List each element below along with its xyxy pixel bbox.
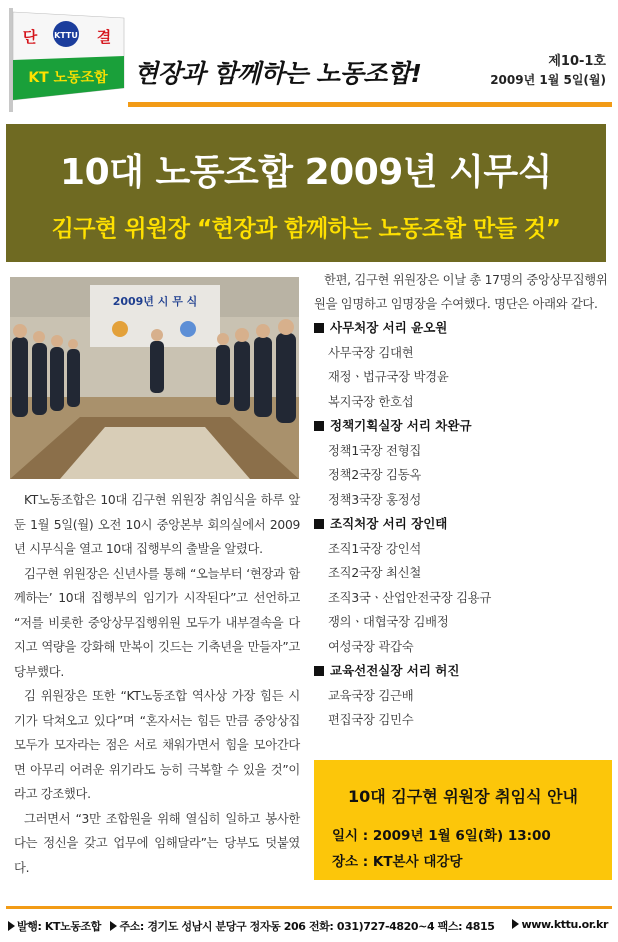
article-paragraph: KT노동조합은 10대 김구현 위원장 취임식을 하루 앞둔 1월 5일(월) 오전 10시 중앙본부 회의실에서 2009년 시무식을 열고 10대 집행부의 출발을 알렸다.	[14, 493, 300, 556]
article-paragraph: 김 위원장은 또한 “KT노동조합 역사상 가장 힘든 시기가 닥쳐오고 있다”며 “혼자서는 힘든 만큼 중앙상집 모두가 모자라는 점은 서로 채워가면서 힘을 모아간다면 아무리 어려운 위기라도 능히 극복할 수 있을 것”이라고 강조했다.	[14, 689, 300, 801]
appointment-group	[314, 512, 610, 659]
appointee: 정책2국장 김동옥	[328, 468, 422, 482]
footer-address: 주소: 경기도 성남시 분당구 정자동 206 전화: 031)727-4820~4 팩스: 4815	[119, 920, 495, 933]
square-bullet-icon	[314, 666, 324, 676]
article-paragraph: 그러면서 “3만 조합원을 위해 열심히 일하고 봉사한다는 정신을 갖고 업무에 임해달라”는 당부도 덧붙였다.	[14, 811, 300, 875]
footer-publisher: 발행: KT노동조합	[17, 920, 102, 933]
appointee: 쟁의ㆍ대협국장 김배정	[328, 615, 449, 629]
notice-title: 10대 김구현 위원장 취임식 안내	[347, 787, 579, 806]
flag-logo-text: KTTU	[54, 31, 78, 40]
group-head: 정책기획실장 서리 차완규	[314, 414, 610, 439]
flag-word-right: 결	[96, 28, 112, 46]
footer-divider	[6, 906, 612, 909]
flag-band-text: KT 노동조합	[28, 70, 108, 86]
appointee: 재정ㆍ법규국장 박경윤	[328, 370, 449, 384]
appointee: 사무국장 김대현	[328, 345, 414, 360]
appointment-intro: 한편, 김구현 위원장은 이날 총 17명의 중앙상무집행위원을 임명하고 임명장을 수여했다. 명단은 아래와 같다.	[314, 273, 608, 311]
group-head: 교육선전실장 서리 허진	[314, 659, 610, 684]
appointee: 복지국장 한호섭	[328, 394, 414, 409]
notice-place: 장소 : KT본사 대강당	[332, 854, 463, 870]
appointee: 조직2국장 최신철	[328, 566, 422, 580]
group-head: 사무처장 서리 윤오원	[314, 316, 610, 341]
issue-number: 제10-1호	[548, 54, 606, 69]
headline-banner	[6, 124, 606, 262]
group-head: 조직처장 서리 장인태	[314, 512, 610, 537]
notice-datetime: 일시 : 2009년 1월 6일(화) 13:00	[332, 828, 551, 844]
ceremony-photo	[10, 277, 299, 479]
arrow-right-icon	[110, 921, 117, 931]
appointment-group	[314, 414, 610, 512]
issue-date: 2009년 1월 5일(월)	[490, 73, 606, 87]
appointment-group	[314, 316, 610, 414]
article-body	[14, 488, 300, 880]
inauguration-notice	[314, 760, 612, 880]
appointment-group	[314, 659, 610, 733]
appointee: 정책1국장 전형집	[328, 443, 422, 458]
square-bullet-icon	[314, 323, 324, 333]
union-flag-logo	[6, 8, 128, 112]
flag-pole	[9, 8, 13, 112]
appointee: 교육국장 김근배	[328, 688, 414, 703]
newsletter-slogan: 현장과 함께하는 노동조합!	[134, 59, 422, 88]
photo-sign-text: 2009년 시 무 식	[112, 295, 198, 308]
footer	[8, 918, 614, 934]
square-bullet-icon	[314, 519, 324, 529]
header-divider	[128, 102, 612, 107]
square-bullet-icon	[314, 421, 324, 431]
appointee: 조직3국ㆍ산업안전국장 김용규	[328, 590, 492, 605]
footer-website[interactable]: www.kttu.or.kr	[512, 918, 608, 931]
appointee: 편집국장 김민수	[328, 713, 414, 727]
arrow-right-icon	[8, 921, 15, 931]
article-paragraph: 김구현 위원장은 신년사를 통해 “오늘부터 ‘현장과 함께하는’ 10대 집행부의 임기가 시작된다”고 선언하고 “저를 비롯한 중앙상무집행위원 모두가 내부결속을 다지고 역량을 강화해 만복이 깃드는 기축년을 만들자”고 당부했다.	[14, 566, 300, 679]
appointment-section	[314, 268, 610, 733]
appointee: 조직1국장 강인석	[328, 541, 422, 556]
appointee: 정책3국장 홍정성	[328, 492, 422, 507]
appointee: 여성국장 곽갑숙	[328, 639, 414, 654]
headline-title: 10대 노동조합 2009년 시무식	[60, 152, 552, 193]
headline-subtitle: 김구현 위원장 “현장과 함께하는 노동조합 만들 것”	[51, 216, 561, 242]
flag-word-left: 단	[22, 28, 38, 46]
arrow-right-icon	[512, 919, 519, 929]
